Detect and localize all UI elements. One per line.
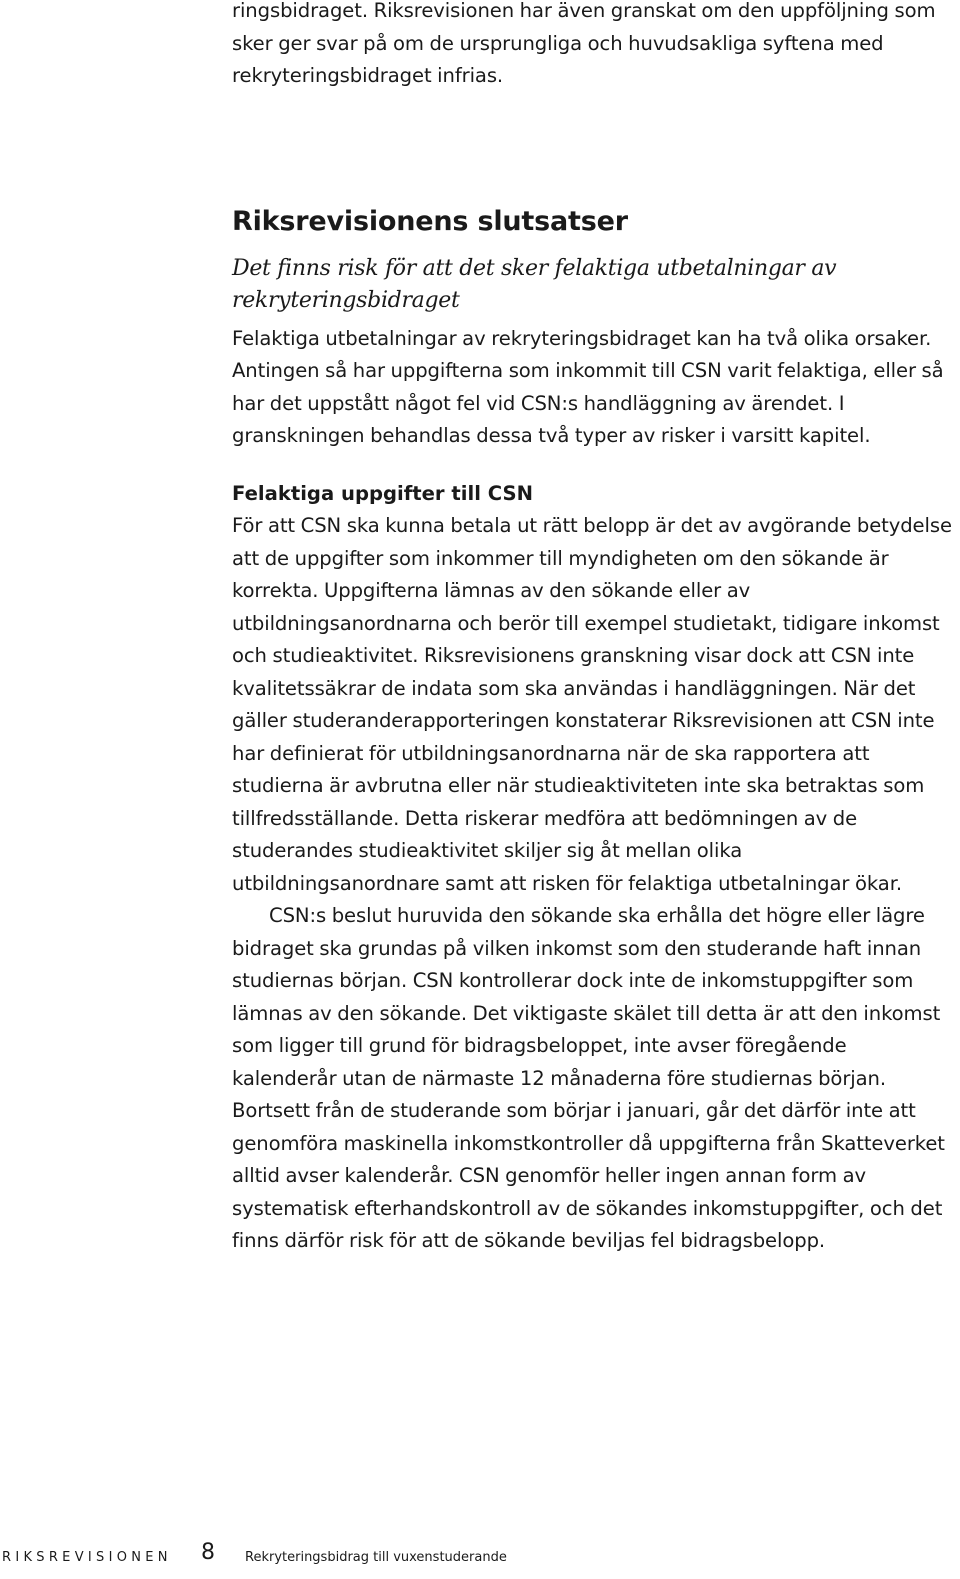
intro-paragraph: ringsbidraget. Riksrevisionen har även granskat om den uppföljning som sker ger svar på om de ursprungliga och huvudsakliga syftena med rekryteringsbidraget infrias. — [232, 0, 936, 87]
paragraph-incorrect-data: För att CSN ska kunna betala ut rätt belopp är det av avgörande betydelse att de uppgifter som inkommer till myndigheten om den sökande är korrekta. Uppgifterna lämnas av den sökande eller av utbildningsanordnarna och berör till exempel studietakt, tidigare inkomst och studieaktivitet. Riksrevisionens granskning visar dock att CSN inte kvalitetssäkrar de indata som ska användas i handläggningen. När det gäller studeranderapporteringen konstaterar Riksrevisionen att CSN inte har definierat för utbildningsanordnarna när de ska rapportera att studierna är avbrutna eller när studieaktiviteten inte ska betraktas som tillfredsställande. Detta riskerar medföra att bedömningen av de studerandes studieaktivitet skiljer sig åt mellan olika utbildningsanordnare samt att risken för felaktiga utbetalningar ökar. — [232, 514, 952, 895]
subsection-title: Det finns risk för att det sker felaktiga utbetalningar av rekryteringsbidraget — [232, 255, 837, 313]
footer-document-title: Rekryteringsbidrag till vuxenstuderande — [245, 1550, 507, 1565]
inline-heading-incorrect-data: Felaktiga uppgifter till CSN — [232, 481, 533, 505]
page-footer — [0, 1538, 960, 1568]
footer-organization: RIKSREVISIONEN — [2, 1550, 172, 1565]
section-title: Riksrevisionens slutsatser — [232, 205, 628, 237]
paragraph-causes: Felaktiga utbetalningar av rekryteringsbidraget kan ha två olika orsaker. Antingen så har uppgifterna som inkommit till CSN varit felaktiga, eller så har det uppstått något fel vid CSN:s handläggning av ärendet. I granskningen behandlas dessa två typer av risker i varsitt kapitel. — [232, 326, 944, 447]
paragraph-income-control: CSN:s beslut huruvida den sökande ska erhålla det högre eller lägre bidraget ska grundas på vilken inkomst som den studerande haft innan studiernas början. CSN kontrollerar dock inte de inkomstuppgifter som lämnas av den sökande. Det viktigaste skälet till detta är att den inkomst som ligger till grund för bidragsbeloppet, inte avser föregående kalenderår utan de närmaste 12 månaderna före studiernas början. Bortsett från de studerande som börjar i januari, går det därför inte att genomföra maskinella inkomstkontroller då uppgifterna från Skatteverket alltid avser kalenderår. CSN genomför heller ingen annan form av systematisk efterhandskontroll av de sökandes inkomstuppgifter, och det finns därför risk för att de sökande beviljas fel bidragsbelopp. — [232, 904, 945, 1252]
page-body — [232, 0, 954, 1258]
footer-page-number: 8 — [201, 1540, 215, 1565]
